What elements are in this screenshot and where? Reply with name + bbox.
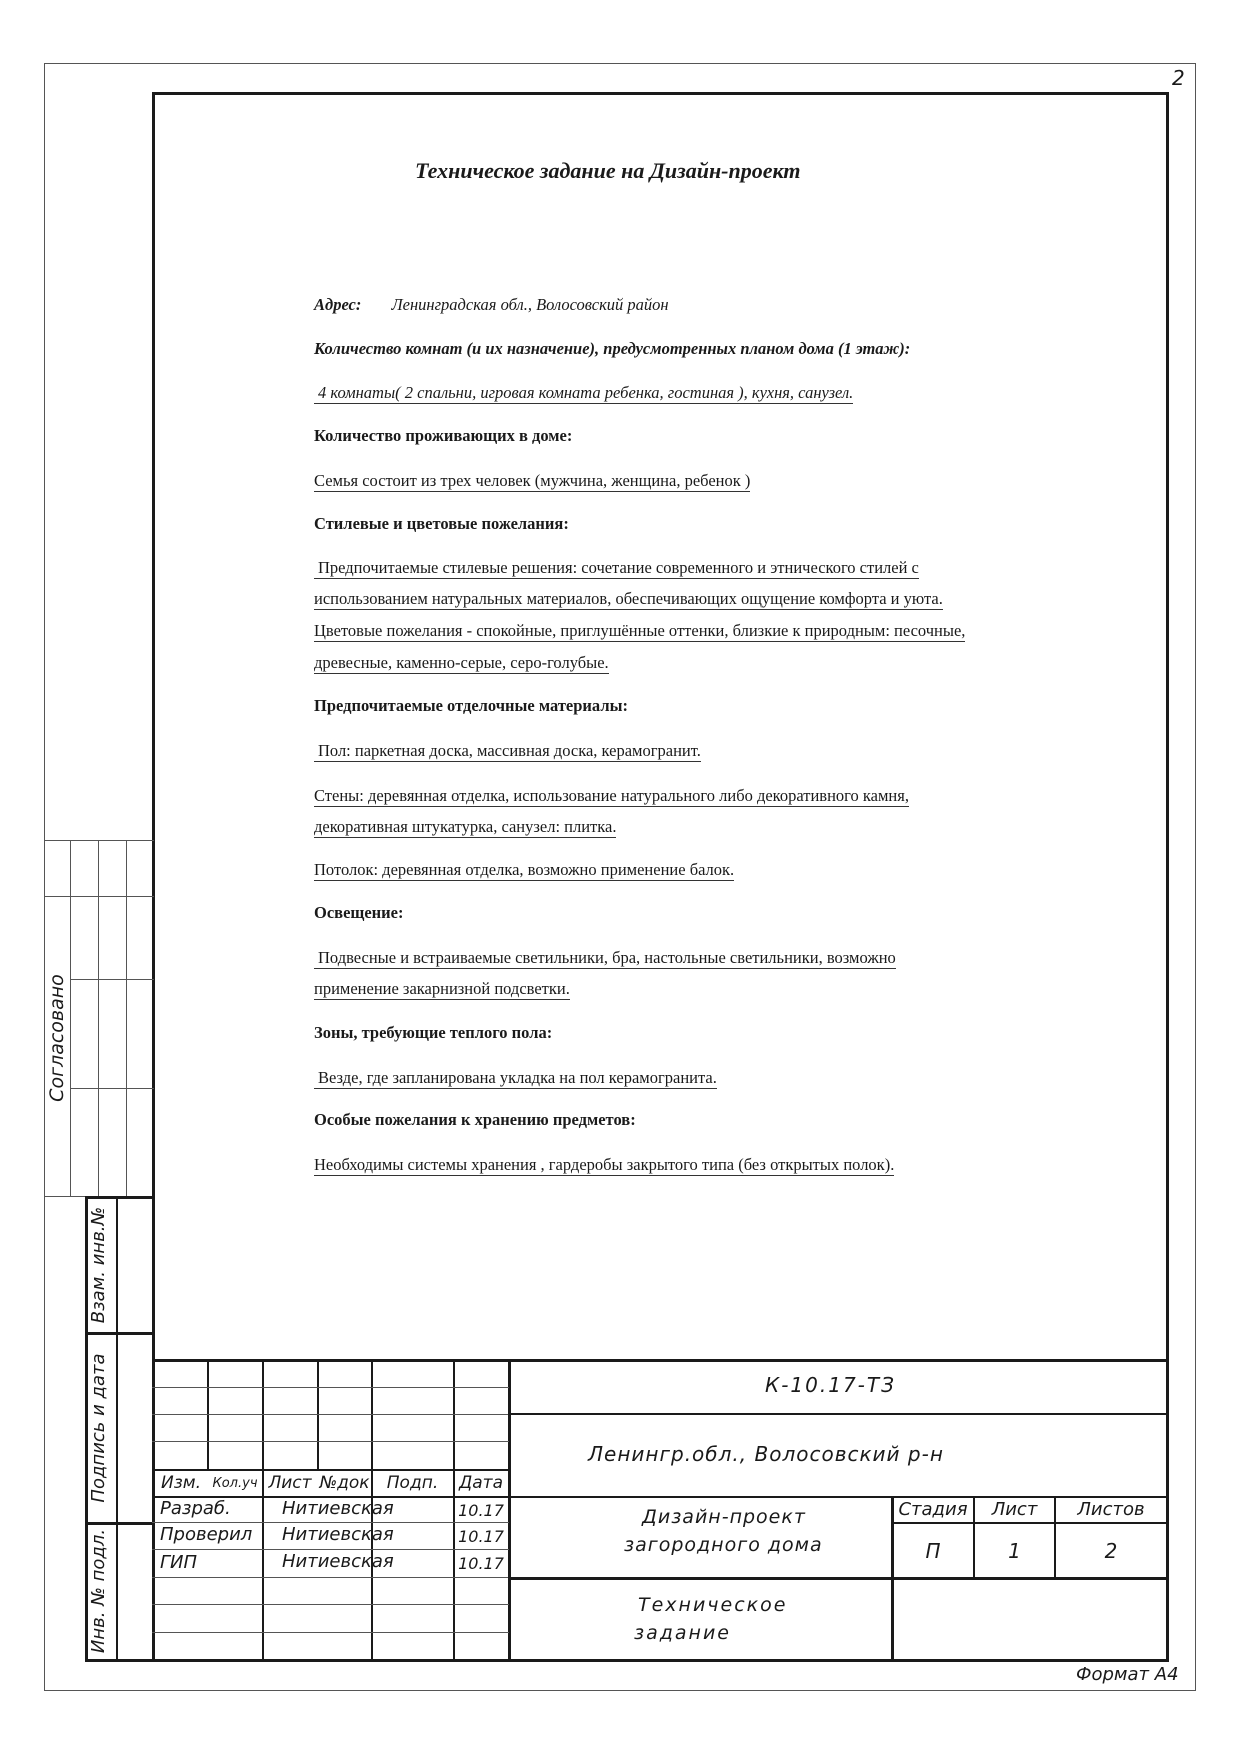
- section-heading: Освещение:: [314, 903, 404, 922]
- section-line: Пол: паркетная доска, массивная доска, керамогранит.: [314, 743, 701, 762]
- sign-date-label: Подпись и дата: [88, 1353, 109, 1503]
- sheets-value: 2: [1104, 1538, 1118, 1563]
- frame-left: [152, 92, 155, 1662]
- frame-bottom: [86, 1659, 1169, 1662]
- format-label: Формат А4: [1076, 1664, 1179, 1685]
- agreed-block-v2: [98, 840, 99, 1196]
- vzam-inv-label: Взам. инв.№: [88, 1206, 109, 1324]
- row-role: ГИП: [160, 1552, 198, 1573]
- sheets-label: Листов: [1077, 1499, 1145, 1520]
- margin-box-inner: [116, 1196, 118, 1662]
- section-line: Семья состоит из трех человек (мужчина, женщина, ребенок ): [314, 471, 751, 490]
- location: Ленингр.обл., Волосовский р-н: [588, 1442, 944, 1466]
- section-line: Везде, где запланирована укладка на пол керамогранита.: [314, 1070, 717, 1089]
- sheet-value: 1: [1008, 1538, 1021, 1563]
- stamp-h1: [152, 1387, 509, 1388]
- section-line: Подвесные и встраиваемые светильники, бра, настольные светильники, возможно: [314, 950, 896, 969]
- stamp-v-list: [262, 1359, 264, 1659]
- section-heading: Количество проживающих в доме:: [314, 426, 573, 445]
- address-label: Адрес:: [314, 295, 362, 314]
- stamp-h-doc: [508, 1577, 1169, 1580]
- doc-type-line1: Техническое: [638, 1594, 788, 1616]
- section-heading: Зоны, требующие теплого пола:: [314, 1023, 553, 1042]
- header-izm: Изм.: [161, 1473, 201, 1493]
- section-line: Предпочитаемые стилевые решения: сочетание современного и этнического стилей с: [314, 560, 919, 579]
- stamp-h7: [152, 1577, 509, 1578]
- doc-code: К-10.17-ТЗ: [765, 1373, 896, 1397]
- stamp-h6: [152, 1549, 509, 1550]
- row-role: Проверил: [160, 1524, 253, 1545]
- outer-border-left: [44, 63, 45, 1691]
- section-line: древесные, каменно-серые, серо-голубые.: [314, 653, 609, 672]
- stamp-v-kolyuch: [207, 1359, 209, 1471]
- header-podp: Подп.: [386, 1473, 439, 1493]
- stamp-top: [152, 1359, 1169, 1362]
- row-name: Нитиевская: [282, 1498, 394, 1519]
- header-ndok: №док: [319, 1473, 370, 1493]
- agreed-block-v3: [126, 840, 127, 1196]
- stamp-h-code: [508, 1413, 1169, 1415]
- stamp-h2: [152, 1414, 509, 1415]
- agreed-block-v1: [70, 840, 71, 1196]
- stamp-v-ndok: [317, 1359, 319, 1471]
- doc-type-line2: задание: [634, 1622, 731, 1644]
- header-list: Лист: [268, 1473, 312, 1493]
- row-name: Нитиевская: [282, 1551, 394, 1572]
- header-data: Дата: [458, 1473, 504, 1493]
- section-line: Цветовые пожелания - спокойные, приглушённые оттенки, близкие к природным: песочные,: [314, 621, 966, 640]
- row-date: 10.17: [458, 1526, 504, 1546]
- page-number: 2: [1172, 66, 1185, 90]
- inv-podl-label: Инв. № подл.: [88, 1528, 109, 1654]
- section-line: 4 комнаты( 2 спальни, игровая комната ребенка, гостиная ), кухня, санузел.: [314, 385, 853, 404]
- stage-value: П: [925, 1538, 941, 1563]
- frame-top: [152, 92, 1169, 95]
- stamp-h9: [152, 1632, 509, 1633]
- sheet-label: Лист: [991, 1499, 1038, 1520]
- section-line: Стены: деревянная отделка, использование натурального либо декоративного камня,: [314, 786, 909, 805]
- stamp-h8: [152, 1604, 509, 1605]
- section-line: использованием натуральных материалов, обеспечивающих ощущение комфорта и уюта.: [314, 589, 943, 608]
- row-date: 10.17: [458, 1500, 504, 1520]
- row-name: Нитиевская: [282, 1524, 394, 1545]
- stamp-h3: [152, 1441, 509, 1442]
- frame-right: [1166, 92, 1169, 1662]
- agreed-block-h1: [44, 896, 154, 897]
- agreed-block-top: [44, 840, 154, 841]
- stamp-h5: [152, 1522, 509, 1523]
- section-line: Необходимы системы хранения , гардеробы закрытого типа (без открытых полок).: [314, 1155, 895, 1174]
- section-line: Потолок: деревянная отделка, возможно применение балок.: [314, 860, 735, 879]
- header-kolyuch: Кол.уч: [212, 1475, 258, 1491]
- section-heading: Особые пожелания к хранению предметов:: [314, 1110, 636, 1129]
- address-value: Ленинградская обл., Волосовский район: [391, 295, 669, 314]
- doc-title: Техническое задание на Дизайн-проект: [415, 158, 801, 183]
- section-heading: Стилевые и цветовые пожелания:: [314, 514, 569, 533]
- outer-border-bottom: [44, 1690, 1196, 1691]
- stamp-v-main: [508, 1359, 511, 1659]
- row-role: Разраб.: [160, 1498, 231, 1519]
- section-heading: Количество комнат (и их назначение), предусмотренных планом дома (1 этаж):: [314, 339, 911, 358]
- outer-border-right: [1195, 63, 1196, 1691]
- agreed-label: Согласовано: [46, 974, 68, 1102]
- project-name-line2: загородного дома: [624, 1534, 823, 1556]
- agreed-block-h2: [70, 979, 154, 980]
- project-name-line1: Дизайн-проект: [642, 1506, 806, 1528]
- address-line: [314, 297, 669, 314]
- agreed-block-h3: [70, 1088, 154, 1089]
- row-date: 10.17: [458, 1553, 504, 1573]
- section-heading: Предпочитаемые отделочные материалы:: [314, 696, 628, 715]
- section-line: применение закарнизной подсветки.: [314, 979, 570, 998]
- stage-label: Стадия: [898, 1499, 968, 1520]
- section-line: декоративная штукатурка, санузел: плитка.: [314, 817, 617, 836]
- outer-border-top: [44, 63, 1196, 64]
